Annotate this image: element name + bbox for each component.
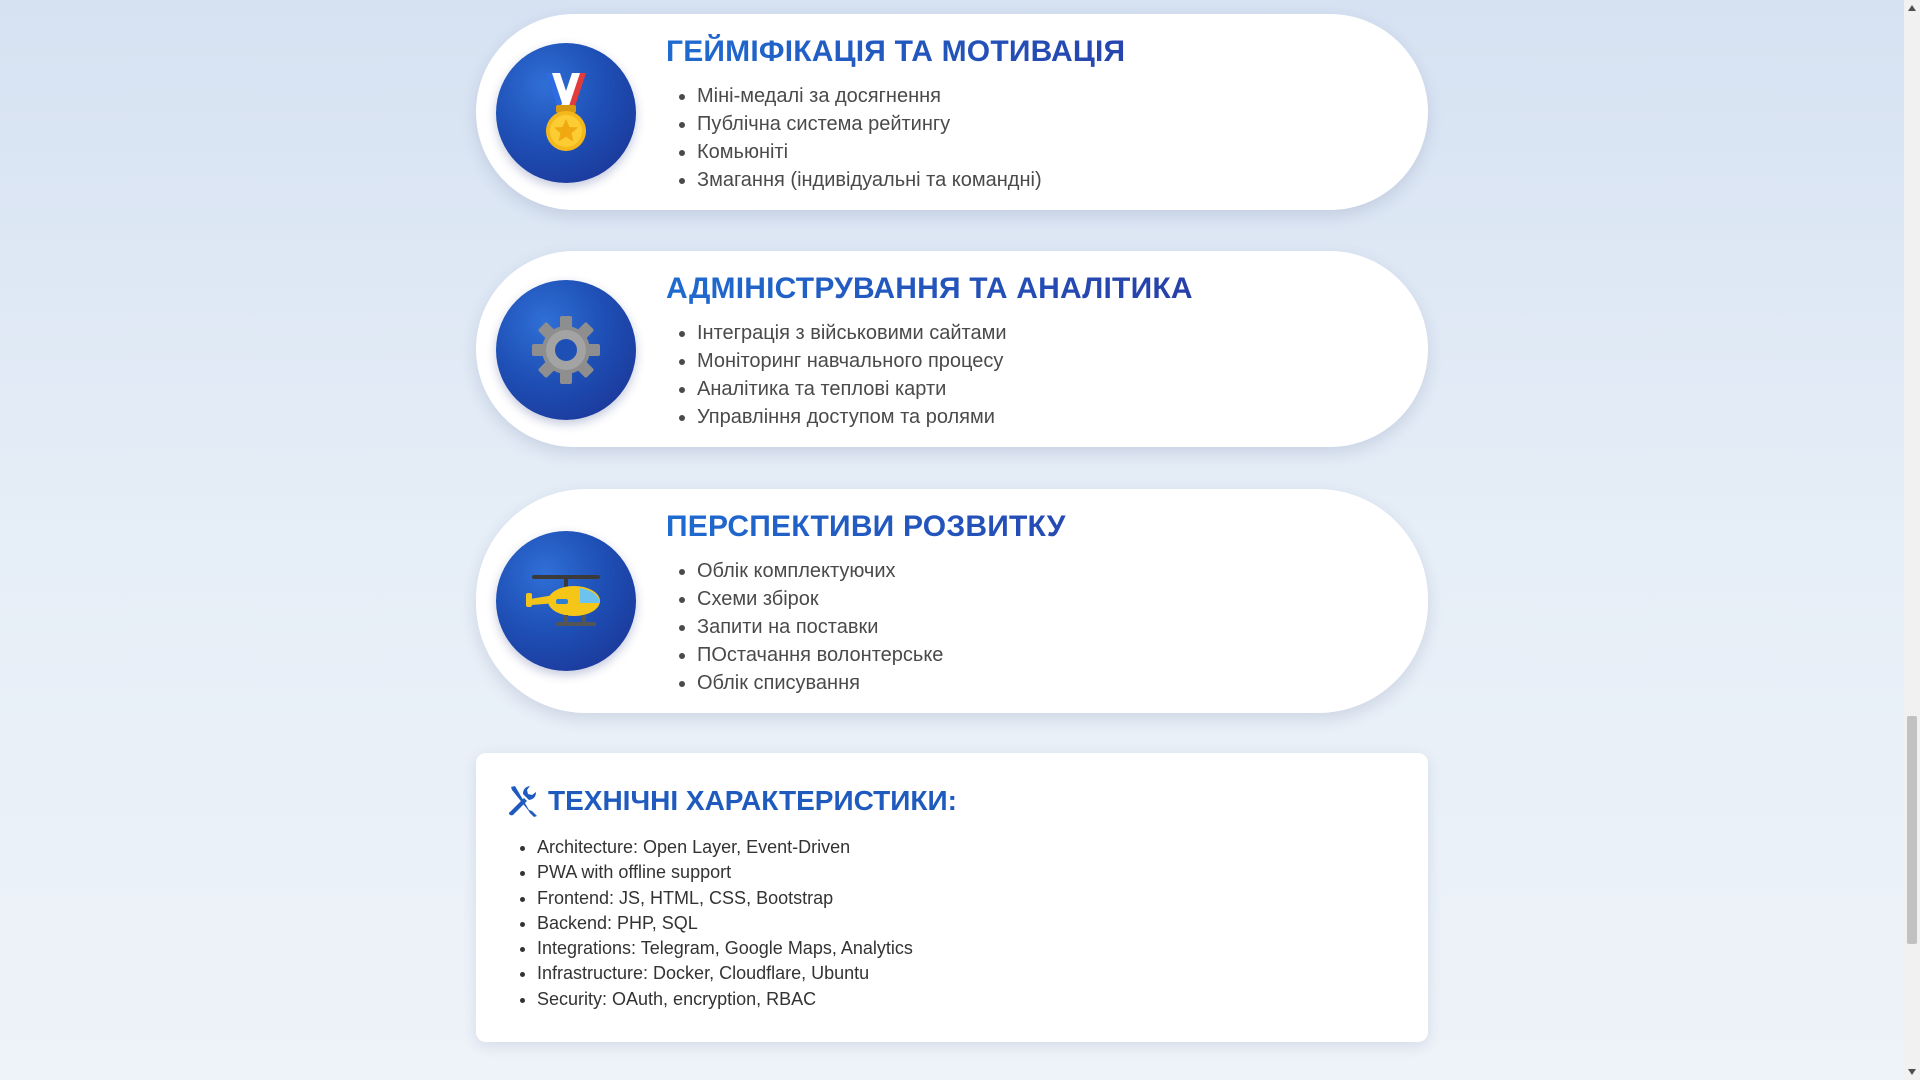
feature-content bbox=[666, 269, 1388, 431]
list-item: • Запити на поставки bbox=[697, 613, 1388, 641]
list-item: • Integrations: Telegram, Google Maps, Analytics bbox=[537, 936, 913, 961]
feature-icon-badge bbox=[496, 43, 636, 183]
list-item: • Architecture: Open Layer, Event-Driven bbox=[537, 835, 913, 860]
helicopter-icon bbox=[526, 573, 606, 629]
gear-icon bbox=[530, 314, 602, 386]
feature-title: ПЕРСПЕКТИВИ РОЗВИТКУ bbox=[666, 507, 1388, 547]
caret-up-icon bbox=[1908, 5, 1916, 11]
feature-card-gamification bbox=[476, 14, 1428, 210]
feature-title: АДМІНІСТРУВАННЯ ТА АНАЛІТИКА bbox=[666, 269, 1388, 309]
feature-list bbox=[666, 82, 1388, 194]
medal-icon bbox=[538, 73, 594, 153]
feature-content bbox=[666, 32, 1388, 194]
list-item: • Схеми збірок bbox=[697, 585, 1388, 613]
list-item: • Backend: PHP, SQL bbox=[537, 911, 913, 936]
caret-down-icon bbox=[1908, 1069, 1916, 1075]
list-item: • Моніторинг навчального процесу bbox=[697, 347, 1388, 375]
scroll-down-arrow[interactable] bbox=[1904, 1064, 1920, 1080]
list-item: • Міні-медалі за досягнення bbox=[697, 82, 1388, 110]
feature-list bbox=[666, 557, 1388, 697]
list-item: • Аналітика та теплові карти bbox=[697, 375, 1388, 403]
list-item: • Infrastructure: Docker, Cloudflare, Ubuntu bbox=[537, 961, 913, 986]
vertical-scrollbar[interactable] bbox=[1904, 0, 1920, 1080]
list-item: • Публічна система рейтингу bbox=[697, 110, 1388, 138]
list-item: • Змагання (індивідуальні та командні) bbox=[697, 166, 1388, 194]
tech-specs-heading bbox=[506, 779, 957, 823]
list-item: • Комьюніті bbox=[697, 138, 1388, 166]
scroll-up-arrow[interactable] bbox=[1904, 0, 1920, 16]
tech-specs-title: ТЕХНІЧНІ ХАРАКТЕРИСТИКИ: bbox=[548, 785, 957, 816]
list-item: • Облік комплектуючих bbox=[697, 557, 1388, 585]
feature-card-administration bbox=[476, 251, 1428, 447]
feature-list bbox=[666, 319, 1388, 431]
list-item: • ПОстачання волонтерське bbox=[697, 641, 1388, 669]
feature-title: ГЕЙМІФІКАЦІЯ ТА МОТИВАЦІЯ bbox=[666, 32, 1388, 72]
list-item: • Frontend: JS, HTML, CSS, Bootstrap bbox=[537, 886, 913, 911]
tools-icon bbox=[506, 784, 540, 818]
feature-icon-badge bbox=[496, 280, 636, 420]
list-item: • PWA with offline support bbox=[537, 860, 913, 885]
feature-icon-badge bbox=[496, 531, 636, 671]
list-item: • Security: OAuth, encryption, RBAC bbox=[537, 987, 913, 1012]
feature-card-development bbox=[476, 489, 1428, 713]
feature-content bbox=[666, 507, 1388, 697]
tech-specs-list bbox=[506, 835, 913, 1012]
list-item: • Інтеграція з військовими сайтами bbox=[697, 319, 1388, 347]
scroll-thumb[interactable] bbox=[1907, 716, 1917, 944]
tech-specs-card bbox=[476, 753, 1428, 1042]
list-item: • Облік списування bbox=[697, 669, 1388, 697]
list-item: • Управління доступом та ролями bbox=[697, 403, 1388, 431]
